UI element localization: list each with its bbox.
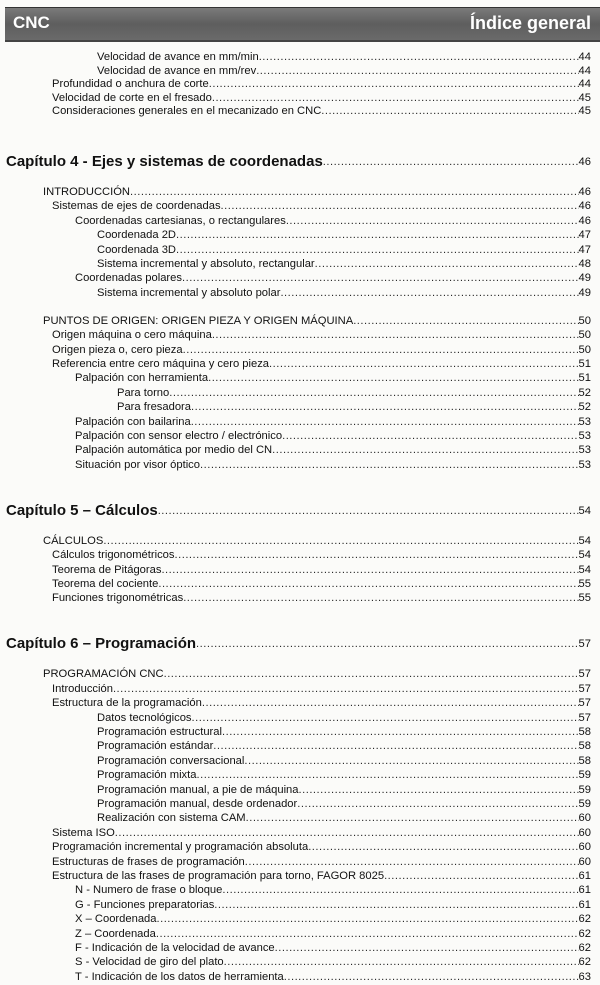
dot-leader <box>183 343 579 357</box>
toc-entry-title: Consideraciones generales en el mecanizado en CNC <box>52 105 322 117</box>
dot-leader <box>308 840 578 854</box>
toc-entry-title: Programación mixta <box>97 769 197 782</box>
toc-entry <box>97 228 591 242</box>
toc-entry-page: 61 <box>578 898 591 911</box>
toc-entry-title: Programación manual, desde ordenador <box>97 798 298 810</box>
toc-entry-page: 44 <box>578 78 591 90</box>
toc-entry <box>52 91 591 105</box>
toc-entry-title: Sistema incremental y absoluto, rectangular <box>97 258 315 270</box>
dot-leader <box>191 415 579 429</box>
toc-entry-title: PUNTOS DE ORIGEN: ORIGEN PIEZA Y ORIGEN MÁQUINA <box>43 314 354 327</box>
dot-leader <box>299 783 579 797</box>
toc-entry <box>97 64 591 78</box>
dot-leader <box>103 534 578 548</box>
toc-entry-page: 62 <box>578 956 591 969</box>
toc-entry-page: 55 <box>578 592 591 605</box>
dot-leader <box>246 811 579 825</box>
dot-leader <box>158 577 578 591</box>
toc-entry-page: 58 <box>578 740 591 753</box>
dot-leader <box>315 257 579 271</box>
toc-entry <box>52 855 591 869</box>
toc-entry-title: Programación conversacional <box>97 754 245 767</box>
toc-entry-page: 46 <box>578 200 591 213</box>
toc-entry <box>97 811 591 825</box>
toc-entry-page: 58 <box>578 726 591 738</box>
toc-entry-page: 54 <box>578 534 591 547</box>
dot-leader <box>161 563 578 577</box>
toc-entry-page: 45 <box>578 105 591 117</box>
dot-leader <box>384 869 578 883</box>
dot-leader <box>176 228 579 242</box>
toc-entry-page: 46 <box>578 214 591 227</box>
toc-section-entry <box>43 534 591 548</box>
dot-leader <box>156 927 579 941</box>
toc-entry-title: Capítulo 4 - Ejes y sistemas de coordenadas <box>6 153 323 170</box>
toc-entry <box>75 883 591 897</box>
toc-entry <box>52 104 591 118</box>
toc-entry-title: CÁLCULOS <box>43 534 104 547</box>
dot-leader <box>213 739 578 753</box>
toc-entry <box>52 826 591 840</box>
toc-entry-page: 60 <box>578 826 591 839</box>
toc-entry-title: Velocidad de corte en el fresado <box>52 91 212 104</box>
toc-entry-page: 55 <box>578 578 591 590</box>
toc-section-entry <box>43 314 591 328</box>
toc-entry <box>97 754 591 768</box>
dot-leader <box>208 371 578 385</box>
toc-entry <box>52 682 591 696</box>
dot-leader <box>182 271 579 285</box>
toc-entry-title: Funciones trigonométricas <box>52 592 184 605</box>
toc-entry-page: 63 <box>578 970 591 983</box>
toc-entry <box>97 711 591 725</box>
dot-leader <box>244 754 578 768</box>
dot-leader <box>245 855 579 869</box>
toc-entry-page: 53 <box>578 458 591 471</box>
toc-entry-title: Profundidad o anchura de corte <box>52 78 209 90</box>
toc-entry-title: Palpación con herramienta <box>75 372 209 385</box>
toc-entry-page: 62 <box>578 942 591 954</box>
toc-entry-page: 50 <box>578 329 591 342</box>
toc-entry <box>75 898 591 912</box>
toc-entry-title: Programación manual, a pie de máquina <box>97 783 299 796</box>
toc-entry-title: INTRODUCCIÓN <box>43 186 131 198</box>
toc-entry-title: Programación incremental y programación absoluta <box>52 841 309 854</box>
toc-entry-title: Capítulo 6 – Programación <box>6 635 197 653</box>
toc-entry <box>75 429 591 443</box>
dot-leader <box>196 768 578 782</box>
toc-entry <box>52 328 591 342</box>
toc-entry <box>52 548 591 562</box>
dot-leader <box>353 314 578 328</box>
toc-entry-page: 57 <box>578 711 591 724</box>
toc-entry-title: Programación estructural <box>97 726 222 738</box>
toc-entry <box>52 840 591 854</box>
toc-entry-page: 45 <box>578 91 591 104</box>
toc-entry <box>75 214 591 228</box>
toc-chapter-entry <box>6 153 591 171</box>
toc-entry <box>97 725 591 739</box>
toc-entry-page: 50 <box>578 343 591 356</box>
toc-entry-title: T - Indicación de los datos de herramienta <box>75 970 284 983</box>
dot-leader <box>200 458 579 472</box>
dot-leader <box>224 955 579 969</box>
toc-entry-title: Estructuras de frases de programación <box>52 855 245 868</box>
dot-leader <box>192 711 579 725</box>
toc-entry-title: Realización con sistema CAM <box>97 812 246 825</box>
toc-entry-page: 53 <box>578 444 591 457</box>
toc-entry-title: Cálculos trigonométricos <box>52 549 175 562</box>
toc-entry-title: Sistema incremental y absoluto polar <box>97 286 281 299</box>
toc-entry <box>75 271 591 285</box>
dot-leader <box>156 912 578 926</box>
toc-entry-title: Introducción <box>52 682 113 695</box>
header-right-title: Índice general <box>469 13 591 33</box>
toc-entry-title: Estructura de las frases de programación para torno, FAGOR 8025 <box>52 870 385 882</box>
toc-entry-page: 59 <box>578 783 591 796</box>
toc-entry-page: 53 <box>578 415 591 428</box>
toc-entry-title: PROGRAMACIÓN CNC <box>43 668 164 681</box>
toc-entry <box>52 199 591 213</box>
dot-leader <box>272 443 578 457</box>
toc-entry-title: X – Coordenada <box>75 913 157 926</box>
toc-entry-page: 60 <box>578 841 591 854</box>
toc-entry <box>75 941 591 955</box>
toc-entry-page: 48 <box>578 258 591 270</box>
dot-leader <box>191 400 579 414</box>
dot-leader <box>222 725 579 739</box>
toc-entry-title: Referencia entre cero máquina y cero pieza <box>52 358 270 370</box>
toc-entry-page: 52 <box>578 386 591 399</box>
page-header <box>5 7 600 42</box>
dot-leader <box>183 591 578 605</box>
toc-entry-page: 60 <box>578 855 591 868</box>
dot-leader <box>221 199 579 213</box>
dot-leader <box>176 243 579 257</box>
toc-entry-page: 53 <box>578 430 591 442</box>
dot-leader <box>323 153 579 171</box>
toc-entry-page: 57 <box>578 682 591 695</box>
dot-leader <box>282 429 578 443</box>
toc-entry-page: 47 <box>578 229 591 242</box>
toc-chapter-entry <box>6 502 591 520</box>
toc-entry-page: 52 <box>578 401 591 414</box>
dot-leader <box>164 667 579 681</box>
toc-entry-page: 54 <box>578 563 591 576</box>
toc-entry <box>52 77 591 91</box>
toc-entry-title: Programación estándar <box>97 740 214 753</box>
toc-entry <box>97 257 591 271</box>
toc-entry-title: Origen máquina o cero máquina <box>52 329 212 342</box>
toc-entry-title: Situación por visor óptico <box>75 458 200 471</box>
dot-leader <box>169 386 578 400</box>
dot-leader <box>297 797 578 811</box>
toc-entry-page: 49 <box>578 286 591 299</box>
toc-entry-page: 51 <box>578 372 591 385</box>
toc-entry <box>75 415 591 429</box>
toc-entry-page: 44 <box>578 51 591 63</box>
toc-entry <box>52 591 591 605</box>
toc-entry-page: 54 <box>578 504 591 517</box>
toc-entry <box>75 955 591 969</box>
dot-leader <box>222 883 578 897</box>
dot-leader <box>275 941 579 955</box>
toc-entry-title: Coordenada 3D <box>97 243 176 256</box>
toc-entry-page: 59 <box>578 769 591 782</box>
header-left-title: CNC <box>13 13 50 32</box>
toc-entry-page: 60 <box>578 812 591 825</box>
dot-leader <box>214 898 578 912</box>
toc-entry-page: 57 <box>578 697 591 710</box>
dot-leader <box>280 286 578 300</box>
toc-entry <box>97 286 591 300</box>
toc-entry-page: 50 <box>578 314 591 327</box>
toc-entry-title: Palpación automática por medio del CN <box>75 444 273 457</box>
toc-entry-page: 51 <box>578 358 591 370</box>
toc-entry-title: Palpación con sensor electro / electrónico <box>75 430 283 442</box>
toc-entry <box>75 443 591 457</box>
toc-entry-title: Teorema del cociente <box>52 578 159 590</box>
toc-entry-title: Velocidad de avance en mm/min <box>97 51 259 63</box>
dot-leader <box>259 50 579 64</box>
toc-entry <box>75 970 591 984</box>
toc-entry <box>52 577 591 591</box>
toc-section-entry <box>43 667 591 681</box>
dot-leader <box>212 328 579 342</box>
toc-entry-page: 62 <box>578 927 591 940</box>
toc-entry-title: Coordenadas polares <box>75 272 182 285</box>
toc-entry-page: 46 <box>578 186 591 198</box>
toc-entry-title: Coordenadas cartesianas, o rectangulares <box>75 214 286 227</box>
toc-entry-title: F - Indicación de la velocidad de avance <box>75 942 275 954</box>
toc-entry <box>52 563 591 577</box>
toc-entry <box>75 927 591 941</box>
toc-entry-page: 57 <box>578 668 591 681</box>
toc-entry <box>75 371 591 385</box>
toc-entry <box>52 343 591 357</box>
toc-entry-title: Capítulo 5 – Cálculos <box>6 501 158 519</box>
toc-entry-title: Velocidad de avance en mm/rev <box>97 64 257 77</box>
toc-entry <box>97 783 591 797</box>
toc-entry-title: Origen pieza o, cero pieza <box>52 343 183 356</box>
dot-leader <box>115 826 579 840</box>
toc-entry-page: 44 <box>578 64 591 77</box>
toc-entry-page: 57 <box>578 638 591 651</box>
toc-entry-title: Sistema ISO <box>52 826 115 839</box>
toc-entry-page: 61 <box>578 884 591 897</box>
toc-entry-title: Teorema de Pitágoras <box>52 563 162 576</box>
toc-entry <box>97 797 591 811</box>
toc-entry <box>52 357 591 371</box>
dot-leader <box>286 214 579 228</box>
toc-entry <box>117 400 591 414</box>
toc-entry-page: 59 <box>578 798 591 810</box>
toc-entry-title: Palpación con bailarina <box>75 415 191 428</box>
toc-entry <box>75 912 591 926</box>
toc-section-entry <box>43 185 591 199</box>
dot-leader <box>321 104 578 118</box>
dot-leader <box>209 77 579 91</box>
toc-entry-page: 54 <box>578 549 591 562</box>
toc-entry <box>97 243 591 257</box>
dot-leader <box>256 64 578 78</box>
toc-entry-title: G - Funciones preparatorias <box>75 898 215 911</box>
toc-entry <box>117 386 591 400</box>
toc-entry-title: Para torno <box>117 386 170 399</box>
dot-leader <box>269 357 579 371</box>
toc-entry <box>52 869 591 883</box>
dot-leader <box>202 696 579 710</box>
dot-leader <box>175 548 579 562</box>
toc-entry-page: 46 <box>578 156 591 168</box>
toc-entry <box>97 50 591 64</box>
toc-entry-title: N - Numero de frase o bloque <box>75 884 223 897</box>
toc-entry-title: Sistemas de ejes de coordenadas <box>52 200 221 213</box>
toc-entry-page: 62 <box>578 913 591 926</box>
toc-entry-page: 61 <box>578 870 591 882</box>
toc-entry-page: 49 <box>578 272 591 285</box>
toc-entry <box>75 458 591 472</box>
dot-leader <box>284 970 579 984</box>
dot-leader <box>212 91 579 105</box>
toc-chapter-entry <box>6 635 591 653</box>
dot-leader <box>113 682 579 696</box>
toc-entry-title: Para fresadora <box>117 401 192 414</box>
toc-entry-page: 58 <box>578 754 591 767</box>
toc-entry <box>97 768 591 782</box>
toc-entry-title: Datos tecnológicos <box>97 711 192 724</box>
dot-leader <box>158 502 579 520</box>
dot-leader <box>130 185 579 199</box>
toc-entry-title: S - Velocidad de giro del plato <box>75 956 224 969</box>
toc-entry-title: Z – Coordenada <box>75 927 156 940</box>
toc-entry <box>97 739 591 753</box>
toc-entry-title: Estructura de la programación <box>52 697 202 710</box>
toc-entry-title: Coordenada 2D <box>97 229 176 242</box>
toc-entry <box>52 696 591 710</box>
dot-leader <box>196 635 579 653</box>
toc-entry-page: 47 <box>578 243 591 256</box>
